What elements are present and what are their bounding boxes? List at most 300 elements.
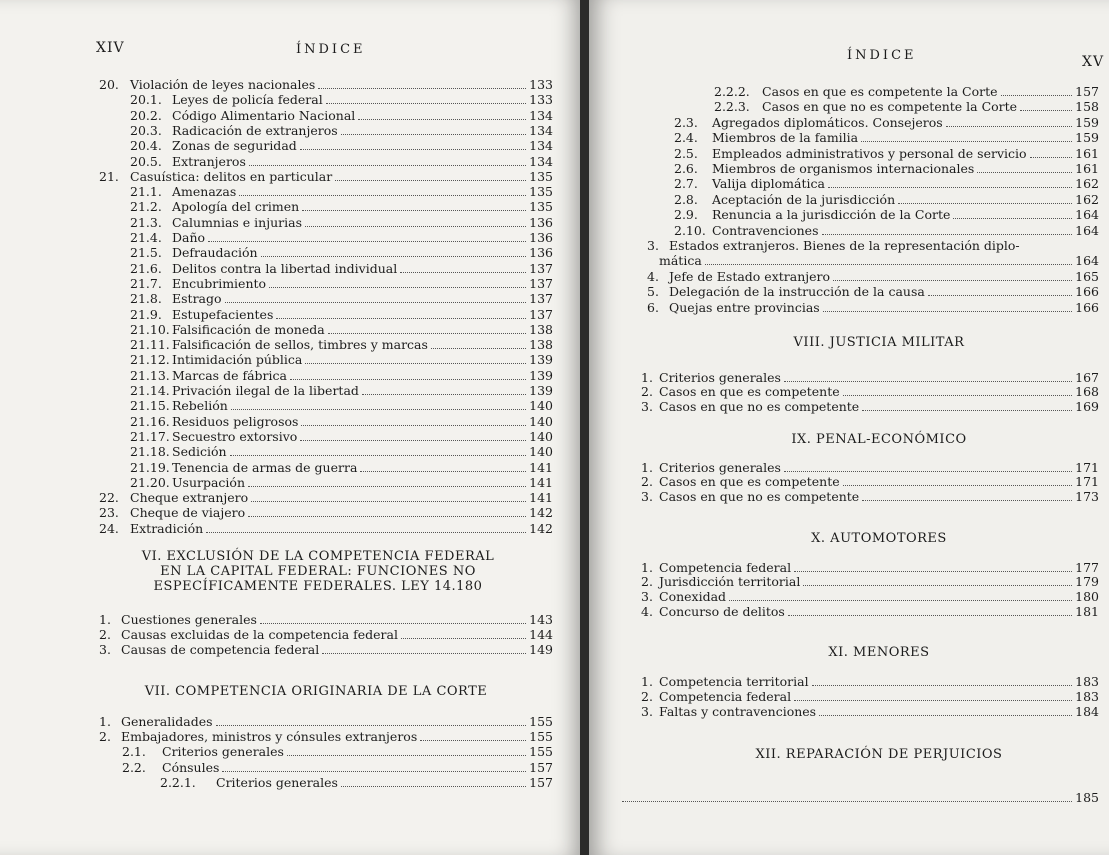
toc-entry-label: Estupefacientes xyxy=(172,306,274,322)
leader-dots xyxy=(812,685,1073,686)
leader-dots xyxy=(290,379,526,380)
section-title: IX. PENAL-ECONÓMICO xyxy=(791,432,967,447)
toc-entry-number: 21.8. xyxy=(130,291,162,307)
toc-entry-page: 155 xyxy=(529,714,553,729)
toc-entry-page: 155 xyxy=(529,729,553,745)
toc-entry xyxy=(641,704,1099,719)
toc-entry-number: 2. xyxy=(641,574,653,589)
toc-entry xyxy=(674,192,1099,207)
toc-entry-label: Casos en que es competente xyxy=(659,474,840,489)
toc-entry-label: Sedición xyxy=(172,444,227,460)
toc-entry xyxy=(130,475,553,490)
toc-entry-label: Casos en que no es competente xyxy=(659,489,860,504)
toc-entry-number: 21.10. xyxy=(130,321,170,337)
toc-entry-label: Delitos contra la libertad individual xyxy=(172,260,398,276)
toc-entry-label: Embajadores, ministros y cónsules extranjeros xyxy=(121,729,418,745)
toc-entry-number: 4. xyxy=(641,604,653,619)
section-title: VI. EXCLUSIÓN DE LA COMPETENCIA FEDERAL xyxy=(141,549,495,564)
leader-dots xyxy=(729,600,1072,601)
leader-dots xyxy=(819,715,1072,716)
toc-entry-number: 4. xyxy=(647,268,659,284)
toc-entry xyxy=(659,253,1099,268)
toc-entry-number: 1. xyxy=(641,370,653,385)
leader-dots xyxy=(843,395,1072,396)
leader-dots xyxy=(1030,157,1073,158)
leader-dots xyxy=(276,318,526,319)
toc-entry-number: 3. xyxy=(99,642,111,657)
toc-entry xyxy=(130,123,553,138)
leader-dots xyxy=(222,771,526,772)
toc-entry-page: 165 xyxy=(1075,268,1099,284)
toc-entry-label: Empleados administrativos y personal de servicio xyxy=(712,145,1027,161)
toc-entry xyxy=(619,790,1099,805)
toc-entry-page: 137 xyxy=(529,275,553,291)
toc-entry-label: Criterios generales xyxy=(659,460,781,475)
toc-entry xyxy=(130,460,553,475)
toc-entry xyxy=(130,138,553,153)
toc-entry-page: 141 xyxy=(529,459,553,475)
toc-entry-page: 134 xyxy=(529,138,553,154)
toc-entry xyxy=(674,115,1099,130)
toc-entry-label: Agregados diplomáticos. Consejeros xyxy=(712,114,943,130)
toc-entry xyxy=(122,744,553,759)
toc-entry-page: 134 xyxy=(529,153,553,169)
leader-dots xyxy=(362,394,526,395)
toc-entry-label: Competencia federal xyxy=(659,689,792,704)
toc-entry-label: Generalidades xyxy=(121,714,213,729)
toc-entry-number: 21. xyxy=(99,168,119,184)
toc-entry xyxy=(130,261,553,276)
toc-entry xyxy=(641,689,1099,704)
toc-entry-page: 183 xyxy=(1075,674,1099,689)
running-head: ÍNDICE xyxy=(296,42,366,57)
toc-entry-page: 184 xyxy=(1075,704,1099,719)
leader-dots xyxy=(231,409,526,410)
toc-entry xyxy=(641,604,1099,619)
toc-entry-label: Defraudación xyxy=(172,245,258,261)
toc-entry xyxy=(99,627,553,642)
leader-dots xyxy=(318,88,526,89)
toc-entry-label: Jefe de Estado extranjero xyxy=(669,268,831,284)
leader-dots xyxy=(360,471,526,472)
toc-entry-page: 141 xyxy=(529,490,553,506)
toc-entry xyxy=(641,474,1099,489)
toc-entry-number: 21.7. xyxy=(130,275,162,291)
toc-entry-label: Criterios generales xyxy=(162,744,284,760)
toc-entry xyxy=(99,612,553,627)
toc-entry-number: 21.2. xyxy=(130,199,162,215)
toc-entry-page: 161 xyxy=(1075,161,1099,176)
leader-dots xyxy=(305,363,526,364)
toc-entry-label: Código Alimentario Nacional xyxy=(172,107,356,123)
toc-entry-number: 20. xyxy=(99,77,119,92)
toc-entry-label: Rebelión xyxy=(172,398,228,414)
toc-entry-label: Casuística: delitos en particular xyxy=(130,168,333,184)
leader-dots xyxy=(287,755,526,756)
toc-entry-label: Violación de leyes nacionales xyxy=(130,77,316,92)
toc-entry-number: 2.3. xyxy=(674,114,698,130)
toc-entry-page: 168 xyxy=(1075,384,1099,399)
toc-entry-label: Marcas de fábrica xyxy=(172,367,287,383)
toc-entry-number: 1. xyxy=(641,674,653,689)
toc-entry-label: Delegación de la instrucción de la causa xyxy=(669,284,925,300)
toc-entry xyxy=(130,215,553,230)
leader-dots xyxy=(248,516,526,517)
toc-entry-page: 157 xyxy=(529,759,553,775)
toc-entry-page: 162 xyxy=(1075,191,1099,207)
toc-entry-number: 21.1. xyxy=(130,184,162,200)
toc-entry-number: 21.11. xyxy=(130,337,170,353)
toc-entry-label: Cheque de viajero xyxy=(130,505,246,521)
toc-entry xyxy=(641,489,1099,504)
toc-entry-label: Concurso de delitos xyxy=(659,604,785,619)
toc-entry-number: 20.3. xyxy=(130,122,162,138)
toc-entry-number: 2.1. xyxy=(122,744,146,760)
toc-entry-label: Falsificación de moneda xyxy=(172,321,325,337)
toc-entry xyxy=(130,322,553,337)
toc-entry xyxy=(674,161,1099,176)
toc-entry-page: 140 xyxy=(529,413,553,429)
toc-entry-label: Conexidad xyxy=(659,589,727,604)
toc-entry-number: 2.10. xyxy=(674,222,706,238)
toc-entry-number: 21.6. xyxy=(130,260,162,276)
running-head: ÍNDICE xyxy=(847,48,917,63)
toc-entry xyxy=(674,207,1099,222)
toc-entry-number: 3. xyxy=(641,489,653,504)
toc-entry xyxy=(130,245,553,260)
toc-entry-page: 183 xyxy=(1075,689,1099,704)
toc-entry-page: 149 xyxy=(529,642,553,657)
toc-entry-label: Amenazas xyxy=(172,184,237,200)
toc-entry-label: Causas de competencia federal xyxy=(121,642,320,657)
toc-entry-label: Falsificación de sellos, timbres y marcas xyxy=(172,337,428,353)
toc-entry-label: Privación ilegal de la libertad xyxy=(172,383,359,398)
toc-entry-label: Miembros de la familia xyxy=(712,130,859,146)
toc-entry-number: 21.16. xyxy=(130,413,170,429)
toc-entry-number: 21.17. xyxy=(130,428,170,444)
toc-entry xyxy=(647,284,1099,299)
toc-entry-page: 138 xyxy=(529,321,553,337)
toc-entry-page: 161 xyxy=(1075,145,1099,161)
toc-entry-label: Leyes de policía federal xyxy=(172,92,323,108)
toc-entry-number: 2. xyxy=(641,689,653,704)
toc-entry-label: Valija diplomática xyxy=(712,176,825,192)
toc-entry-number: 1. xyxy=(641,560,653,575)
toc-entry-page: 164 xyxy=(1075,253,1099,269)
toc-entry xyxy=(641,460,1099,475)
leader-dots xyxy=(341,786,526,787)
leader-dots xyxy=(251,501,526,502)
toc-entry-label: Aceptación de la jurisdicción xyxy=(712,191,896,207)
toc-entry-number: 1. xyxy=(99,714,111,729)
toc-entry-page: 155 xyxy=(529,744,553,760)
toc-entry-page: 140 xyxy=(529,428,553,444)
toc-entry-label: Daño xyxy=(172,230,206,245)
toc-entry-number: 6. xyxy=(647,299,659,315)
toc-entry-number: 20.1. xyxy=(130,92,162,108)
toc-entry-page: 157 xyxy=(529,774,553,790)
toc-entry xyxy=(130,108,553,123)
toc-entry-number: 2.8. xyxy=(674,191,698,207)
toc-entry-page: 142 xyxy=(529,520,553,536)
toc-entry-page: 173 xyxy=(1075,489,1099,504)
leader-dots xyxy=(431,348,526,349)
toc-entry xyxy=(99,642,553,657)
toc-entry-number: 2.2.1. xyxy=(160,774,196,790)
leader-dots xyxy=(420,740,526,741)
leader-dots xyxy=(328,333,526,334)
toc-entry-number: 3. xyxy=(641,399,653,414)
toc-entry xyxy=(641,384,1099,399)
toc-entry-page: 140 xyxy=(529,398,553,414)
right-page xyxy=(589,0,1109,855)
toc-entry-label: Estrago xyxy=(172,291,222,307)
toc-entry xyxy=(130,291,553,306)
leader-dots xyxy=(206,532,526,533)
toc-entry-label: Competencia federal xyxy=(659,560,792,575)
toc-entry-page: 185 xyxy=(1075,790,1099,805)
toc-entry-page: 142 xyxy=(529,505,553,521)
toc-entry-number: 21.12. xyxy=(130,352,170,368)
leader-dots xyxy=(260,623,526,624)
leader-dots xyxy=(705,264,1072,265)
toc-entry xyxy=(99,77,553,92)
toc-entry xyxy=(641,674,1099,689)
toc-entry-label: Quejas entre provincias xyxy=(669,299,820,315)
toc-entry-page: 171 xyxy=(1075,460,1099,475)
toc-entry xyxy=(641,560,1099,575)
toc-entry-label: Calumnias e injurias xyxy=(172,214,302,230)
toc-entry-label: Estados extranjeros. Bienes de la representación diplo- xyxy=(669,238,1020,253)
toc-entry xyxy=(130,337,553,352)
toc-entry xyxy=(674,130,1099,145)
toc-entry-page: 159 xyxy=(1075,114,1099,130)
toc-entry xyxy=(647,269,1099,284)
toc-entry-label: Jurisdicción territorial xyxy=(659,574,801,589)
toc-entry xyxy=(130,199,553,214)
toc-entry-page: 143 xyxy=(529,612,553,627)
leader-dots xyxy=(300,440,526,441)
toc-entry-label: Criterios generales xyxy=(216,774,338,790)
toc-entry-page: 139 xyxy=(529,352,553,368)
leader-dots xyxy=(335,180,526,181)
leader-dots xyxy=(946,126,1072,127)
leader-dots xyxy=(977,172,1072,173)
toc-entry-page: 137 xyxy=(529,306,553,322)
leader-dots xyxy=(862,500,1072,501)
toc-entry xyxy=(130,154,553,169)
toc-entry xyxy=(130,352,553,367)
leader-dots xyxy=(302,210,526,211)
toc-entry-page: 136 xyxy=(529,230,553,245)
toc-entry-number: 2.9. xyxy=(674,207,698,223)
toc-entry-label: Cuestiones generales xyxy=(121,612,257,627)
toc-entry-label: Casos en que es competente la Corte xyxy=(762,84,998,99)
leader-dots xyxy=(1020,110,1072,111)
toc-entry-page: 134 xyxy=(529,107,553,123)
toc-entry xyxy=(714,99,1099,114)
toc-entry-page: 135 xyxy=(529,168,553,184)
toc-entry xyxy=(674,223,1099,238)
toc-entry-label: Competencia territorial xyxy=(659,674,809,689)
toc-entry-label: Secuestro extorsivo xyxy=(172,428,298,444)
toc-entry-number: 21.18. xyxy=(130,444,170,460)
toc-entry-page: 139 xyxy=(529,383,553,398)
toc-entry-page: 137 xyxy=(529,291,553,307)
toc-entry-label: Extranjeros xyxy=(172,153,246,169)
toc-entry-page: 164 xyxy=(1075,222,1099,238)
toc-entry xyxy=(99,729,553,744)
toc-entry-number: 2.4. xyxy=(674,130,698,146)
toc-entry-label: Causas excluidas de la competencia federal xyxy=(121,627,398,642)
toc-entry-label: Casos en que no es competente la Corte xyxy=(762,99,1018,115)
section-title: X. AUTOMOTORES xyxy=(811,531,947,546)
toc-entry-number: 3. xyxy=(647,238,659,253)
toc-entry xyxy=(674,146,1099,161)
toc-entry xyxy=(130,444,553,459)
toc-entry-number: 21.9. xyxy=(130,306,162,322)
toc-entry-page: 144 xyxy=(529,627,553,642)
toc-entry-label: Extradición xyxy=(130,520,204,536)
toc-entry-label: Encubrimiento xyxy=(172,275,267,291)
leader-dots xyxy=(833,280,1072,281)
toc-entry-page: 157 xyxy=(1075,84,1099,99)
toc-entry-label: Tenencia de armas de guerra xyxy=(172,459,358,475)
toc-entry-label: Cónsules xyxy=(162,759,220,775)
toc-entry-page: 139 xyxy=(529,367,553,383)
toc-entry-number: 21.20. xyxy=(130,474,170,490)
leader-dots xyxy=(248,486,526,487)
toc-entry-page: 138 xyxy=(529,337,553,353)
toc-entry-label: Faltas y contravenciones xyxy=(659,704,817,719)
toc-entry-label: Zonas de seguridad xyxy=(172,138,297,154)
page-number: XV xyxy=(1082,54,1105,70)
leader-dots xyxy=(239,195,526,196)
toc-entry-page: 136 xyxy=(529,214,553,230)
toc-entry xyxy=(130,368,553,383)
leader-dots xyxy=(822,234,1073,235)
toc-entry-number: 1. xyxy=(99,612,111,627)
toc-entry-page: 133 xyxy=(529,77,553,92)
toc-entry-page: 179 xyxy=(1075,574,1099,589)
toc-entry xyxy=(99,505,553,520)
leader-dots xyxy=(803,585,1072,586)
leader-dots xyxy=(230,455,527,456)
leader-dots xyxy=(225,302,527,303)
toc-entry-number: 21.13. xyxy=(130,367,170,383)
toc-entry-number: 20.4. xyxy=(130,138,162,154)
toc-entry xyxy=(641,589,1099,604)
leader-dots xyxy=(326,103,526,104)
toc-entry-page: 180 xyxy=(1075,589,1099,604)
toc-entry xyxy=(99,169,553,184)
toc-entry-page: 167 xyxy=(1075,370,1099,385)
toc-entry-label: Criterios generales xyxy=(659,370,781,385)
leader-dots xyxy=(401,638,526,639)
toc-entry-page: 158 xyxy=(1075,99,1099,115)
leader-dots xyxy=(301,425,526,426)
toc-entry xyxy=(641,574,1099,589)
toc-entry-number: 1. xyxy=(641,460,653,475)
toc-entry-number: 21.15. xyxy=(130,398,170,414)
leader-dots xyxy=(341,134,526,135)
toc-entry-number: 2. xyxy=(641,384,653,399)
leader-dots xyxy=(1001,95,1073,96)
leader-dots xyxy=(794,700,1072,701)
toc-entry-number: 20.5. xyxy=(130,153,162,169)
toc-entry xyxy=(122,760,553,775)
toc-entry xyxy=(130,414,553,429)
toc-entry-number: 24. xyxy=(99,520,119,536)
toc-entry xyxy=(641,399,1099,414)
toc-entry-label: Residuos peligrosos xyxy=(172,413,299,429)
toc-entry xyxy=(714,84,1099,99)
toc-entry-page: 135 xyxy=(529,199,553,215)
toc-entry-number: 2.7. xyxy=(674,176,698,192)
leader-dots xyxy=(788,615,1072,616)
toc-entry-page: 164 xyxy=(1075,207,1099,223)
toc-entry xyxy=(130,429,553,444)
toc-entry-number: 21.4. xyxy=(130,230,162,245)
leader-dots xyxy=(322,653,526,654)
toc-entry-page: 166 xyxy=(1075,284,1099,300)
leader-dots xyxy=(794,571,1072,572)
toc-entry-number: 21.14. xyxy=(130,383,170,398)
leader-dots xyxy=(622,801,1072,802)
toc-entry-page: 137 xyxy=(529,260,553,276)
section-title: XI. MENORES xyxy=(828,645,930,660)
toc-entry xyxy=(130,276,553,291)
toc-entry-page: 133 xyxy=(529,92,553,108)
leader-dots xyxy=(400,272,526,273)
toc-entry-number: 2.5. xyxy=(674,145,698,161)
toc-entry-page: 140 xyxy=(529,444,553,460)
toc-entry-label: Intimidación pública xyxy=(172,352,303,368)
toc-entry-label: Radicación de extranjeros xyxy=(172,122,338,138)
toc-entry xyxy=(130,92,553,107)
toc-entry-number: 2.2.3. xyxy=(714,99,750,115)
toc-entry-number: 2. xyxy=(99,627,111,642)
leader-dots xyxy=(843,485,1072,486)
toc-entry-page: 136 xyxy=(529,245,553,261)
toc-entry-page: 177 xyxy=(1075,560,1099,575)
toc-entry-page: 134 xyxy=(529,122,553,138)
toc-entry-label: mática xyxy=(659,253,702,269)
leader-dots xyxy=(928,295,1072,296)
toc-entry xyxy=(99,521,553,536)
toc-entry-number: 21.3. xyxy=(130,214,162,230)
toc-entry-label: Usurpación xyxy=(172,474,246,490)
leader-dots xyxy=(898,203,1072,204)
toc-entry-number: 23. xyxy=(99,505,119,521)
section-title: ESPECÍFICAMENTE FEDERALES. LEY 14.180 xyxy=(153,579,483,594)
page-number: XIV xyxy=(96,40,125,56)
toc-entry-number: 3. xyxy=(641,589,653,604)
toc-entry xyxy=(647,300,1099,315)
toc-entry-page: 159 xyxy=(1075,130,1099,146)
toc-entry-number: 5. xyxy=(647,284,659,300)
section-title: EN LA CAPITAL FEDERAL: FUNCIONES NO xyxy=(160,564,476,579)
toc-entry xyxy=(674,176,1099,191)
toc-entry-label: Miembros de organismos internacionales xyxy=(712,161,975,176)
toc-entry-label: Casos en que es competente xyxy=(659,384,840,399)
toc-entry-page: 141 xyxy=(529,474,553,490)
toc-entry-number: 2.6. xyxy=(674,161,698,176)
toc-entry xyxy=(647,238,1099,253)
toc-entry-label: Renuncia a la jurisdicción de la Corte xyxy=(712,207,951,223)
leader-dots xyxy=(953,218,1072,219)
leader-dots xyxy=(300,149,526,150)
